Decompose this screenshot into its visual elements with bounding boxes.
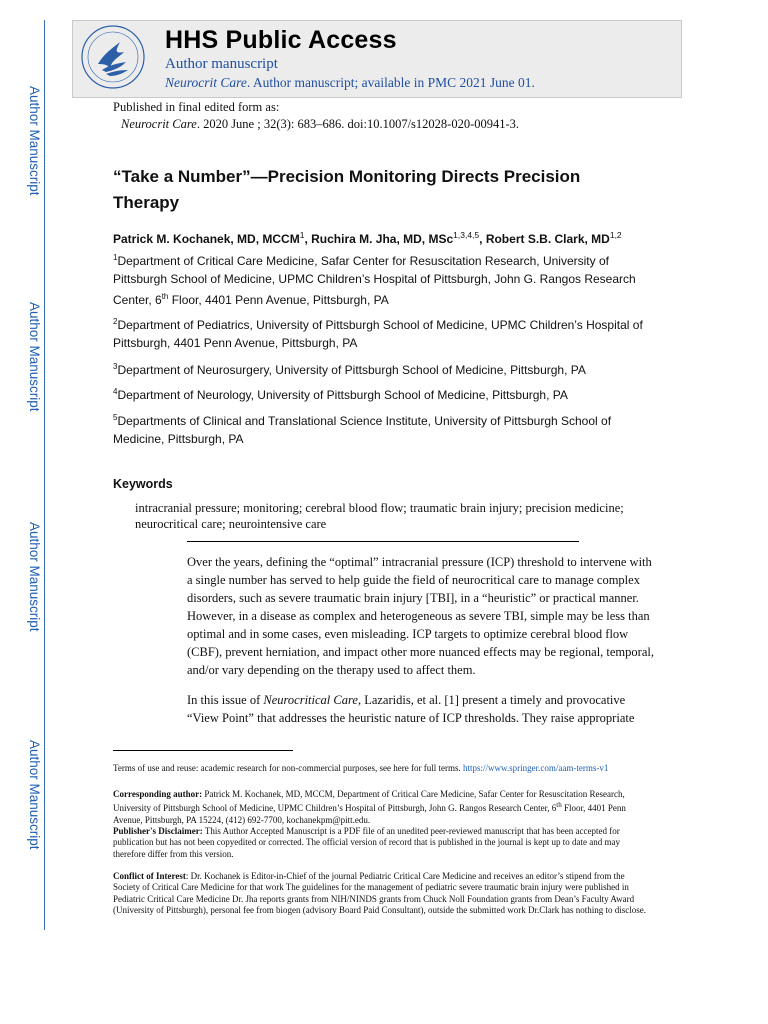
keywords-heading: Keywords (113, 477, 173, 491)
publisher-disclaimer-note (113, 826, 653, 860)
affiliation-text: Department of Neurosurgery, University of Pittsburgh School of Medicine, Pittsburgh, PA (117, 363, 586, 377)
author-affiliation-sup: 1 (299, 230, 305, 240)
terms-link[interactable]: https://www.springer.com/aam-terms-v1 (462, 763, 609, 773)
keywords-list: intracranial pressure; monitoring; cerebral blood flow; traumatic brain injury; precision medicine; neurocritical care; neurointensive care (135, 501, 624, 531)
body-paragraph-1: Over the years, defining the “optimal” intracranial pressure (ICP) threshold to intervene with a single number has served to help guide the field of neurocritical care to manage complex disorders, such as severe traumatic brain injury [TBI], in a “heuristic” or practical manner. However, in a disease as complex and heterogeneous as severe TBI, simple may be less than optimal and in some cases, even misleading. ICP targets to optimize cerebral blood flow (CBF), prevent herniation, and impact other more nuanced effects may be regional, temporal, and/or vary depending on the therapy used to affect them. (187, 555, 654, 677)
author-manuscript-margin-label-4: Author Manuscript (27, 740, 42, 850)
journal-name: Neurocrit Care (165, 75, 247, 90)
ordinal-suffix: th (556, 801, 562, 810)
disclaimer-label: Publisher's Disclaimer: (113, 826, 203, 836)
affiliation-text: Departments of Clinical and Translational Science Institute, University of Pittsburgh School of Medicine, Pittsburgh, PA (113, 414, 612, 446)
body-paragraph-2 (187, 691, 657, 727)
affiliation-number: 5 (113, 413, 118, 422)
corresponding-author-note (113, 789, 653, 826)
affiliation-4 (113, 383, 661, 404)
citation-line (121, 117, 519, 132)
conflict-of-interest-note (113, 871, 653, 917)
affiliation-text-cont: Floor, 4401 Penn Avenue, Pittsburgh, PA (168, 293, 389, 307)
terms-of-use-note (113, 763, 653, 774)
author-manuscript-label: Author manuscript (165, 56, 278, 72)
ordinal-suffix: th (161, 292, 169, 301)
conflict-text: : Dr. Kochanek is Editor-in-Chief of the journal Pediatric Critical Care Medicine and receives an editor’s stipend from the Society of Critical Care Medicine for that work The guidelines for the management of pediatric severe traumatic brain injury were published in Pediatric Critical Care Medicine Dr. Jha reports grants from NIH/NINDS grants from Chuck Noll Foundation grants from Dean’s Faculty Award (University of Pittsburgh), personal fee from biogen (advisory Board Paid Consultant), outside the submitted work Dr.Clark has nothing to disclose. (113, 871, 647, 916)
article-title: “Take a Number”—Precision Monitoring Directs Precision Therapy (113, 167, 581, 212)
margin-rule (44, 20, 45, 930)
author-affiliation-sup: 1,2 (609, 230, 622, 240)
author-list (113, 230, 622, 246)
conflict-label: Conflict of Interest (113, 871, 186, 881)
paragraph-text-cont: , Lazaridis, et al. [1] present a timely and provocative “View Point” that addresses the heuristic nature of ICP thresholds. They raise appropriate (187, 693, 635, 725)
paragraph-text: In this issue of (187, 693, 264, 707)
author-name: Ruchira M. Jha, MD, MSc (311, 232, 454, 246)
author-separator: , (304, 232, 312, 246)
affiliation-text: Department of Critical Care Medicine, Safar Center for Resuscitation Research, University of Pittsburgh School of Medicine, UPMC Children’s Hospital of Pittsburgh, John G. Rangos Research Center, 6 (113, 254, 636, 307)
published-heading: Published in final edited form as: (113, 100, 280, 114)
affiliation-number: 1 (113, 253, 118, 262)
hhs-public-access-title: HHS Public Access (165, 26, 397, 54)
hhs-eagle-logo-icon (80, 24, 146, 90)
disclaimer-text: This Author Accepted Manuscript is a PDF file of an unedited peer-reviewed manuscript that has been accepted for publication but has not been copyedited or corrected. The official version of record that is published in the journal is kept up to date and may therefore differ from this version. (113, 826, 621, 859)
corresponding-text-cont: Floor, 4401 Penn Avenue, Pittsburgh, PA 15224, (412) 692-7700, kochanekpm@pitt.edu. (113, 803, 626, 825)
corresponding-text: Patrick M. Kochanek, MD, MCCM, Department of Critical Care Medicine, Safar Center for Resuscitation Research, University of Pittsburgh School of Medicine, UPMC Children’s Hospital of Pittsburgh, John G. Rangos Research Center, 6 (113, 789, 625, 814)
affiliation-5 (113, 409, 661, 448)
corresponding-label: Corresponding author: (113, 789, 203, 799)
author-manuscript-margin-label-1: Author Manuscript (27, 86, 42, 196)
citation-journal: Neurocrit Care (121, 117, 197, 131)
terms-text: Terms of use and reuse: academic research for non-commercial purposes, see here for full terms. (113, 763, 463, 773)
affiliation-text: Department of Neurology, University of Pittsburgh School of Medicine, Pittsburgh, PA (117, 388, 568, 402)
affiliation-1 (113, 249, 661, 309)
section-divider (187, 541, 579, 542)
journal-availability-line (165, 75, 535, 91)
availability-text: . Author manuscript; available in PMC 2021 June 01. (246, 75, 535, 90)
affiliation-number: 4 (113, 387, 118, 396)
affiliation-text: Department of Pediatrics, University of Pittsburgh School of Medicine, UPMC Children’s Hospital of Pittsburgh, 4401 Penn Avenue, Pittsburgh, PA (113, 318, 643, 350)
affiliation-number: 3 (113, 362, 118, 371)
author-name: Patrick M. Kochanek, MD, MCCM (113, 232, 300, 246)
footnote-divider (113, 750, 293, 751)
author-manuscript-margin-label-3: Author Manuscript (27, 522, 42, 632)
author-separator: , (479, 232, 486, 246)
author-affiliation-sup: 1,3,4,5 (453, 230, 480, 240)
affiliation-number: 2 (113, 317, 118, 326)
journal-name-italic: Neurocritical Care (263, 693, 358, 707)
citation-details: . 2020 June ; 32(3): 683–686. doi:10.1007/s12028-020-00941-3. (196, 117, 520, 131)
author-name: Robert S.B. Clark, MD (485, 232, 610, 246)
affiliation-2 (113, 313, 661, 352)
affiliation-3 (113, 358, 661, 379)
author-manuscript-margin-label-2: Author Manuscript (27, 302, 42, 412)
